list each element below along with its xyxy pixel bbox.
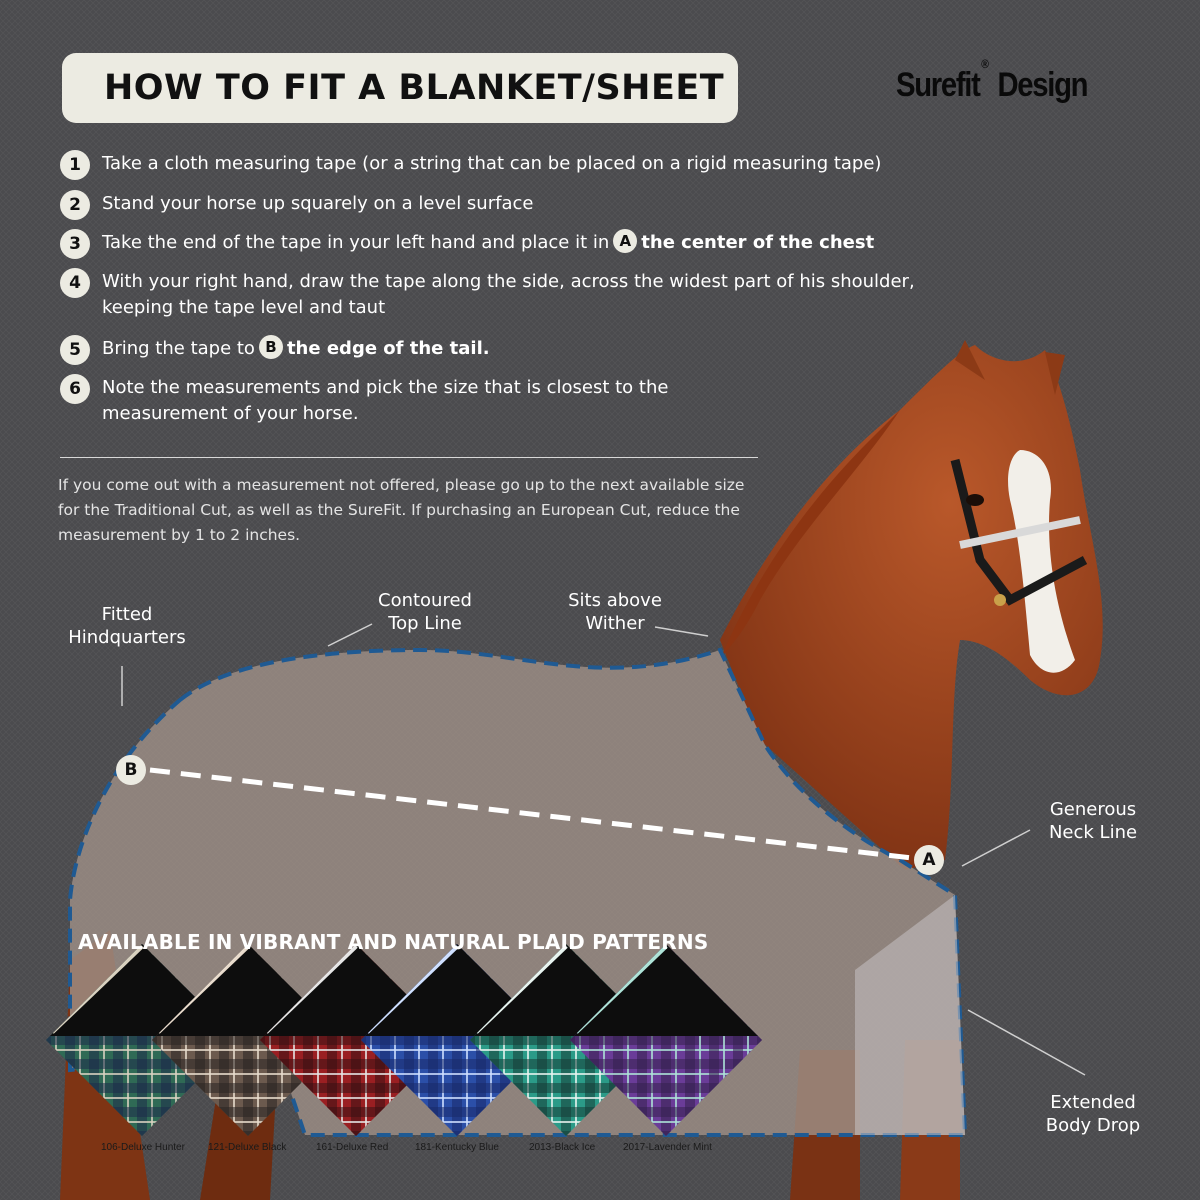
page-title: HOW TO FIT A BLANKET/SHEET xyxy=(104,68,725,108)
marker-b-inline: B xyxy=(259,335,283,359)
step-number: 1 xyxy=(60,150,90,180)
swatch-label: 2017-Lavender Mint xyxy=(623,1142,712,1153)
marker-a: A xyxy=(914,845,944,875)
step-text: With your right hand, draw the tape along the side, across the widest part of his shoulder, keeping the tape level and taut xyxy=(102,271,915,318)
divider xyxy=(60,457,758,458)
swatch-label: 2013-Black Ice xyxy=(529,1142,596,1153)
callout-neck: Generous Neck Line xyxy=(1048,799,1138,843)
step-text: Note the measurements and pick the size that is closest to the measurement of your horse. xyxy=(102,377,669,424)
callout-topline: Contoured Top Line xyxy=(378,590,472,634)
step-number: 2 xyxy=(60,190,90,220)
step-number: 3 xyxy=(60,229,90,259)
step-number: 6 xyxy=(60,374,90,404)
callout-drop: Extended Body Drop xyxy=(1045,1092,1141,1136)
step-number: 5 xyxy=(60,335,90,365)
callout-hindquarters: Fitted Hindquarters xyxy=(68,604,186,648)
step-text: Take a cloth measuring tape (or a string that can be placed on a rigid measuring tape) xyxy=(102,153,882,174)
step-text: Bring the tape to B the edge of the tail. xyxy=(102,336,490,362)
marker-a-inline: A xyxy=(613,229,637,253)
sizing-note: If you come out with a measurement not offered, please go up to the next available size for the Traditional Cut, as well as the SureFit. If purchasing an European Cut, reduce the measurement by 1 to 2 inches. xyxy=(58,476,745,544)
marker-b: B xyxy=(116,755,146,785)
step-text: Take the end of the tape in your left hand and place it in A the center of the chest xyxy=(102,230,874,256)
swatch-label: 161-Deluxe Red xyxy=(316,1142,389,1153)
plaid-heading: AVAILABLE IN VIBRANT AND NATURAL PLAID PATTERNS xyxy=(78,930,709,954)
swatch-label: 106-Deluxe Hunter xyxy=(101,1142,185,1153)
step-text: Stand your horse up squarely on a level surface xyxy=(102,193,534,214)
swatch-label: 121-Deluxe Black xyxy=(208,1142,287,1153)
step-number: 4 xyxy=(60,268,90,298)
callout-wither: Sits above Wither xyxy=(568,590,662,634)
brand-logo: Surefit® Design xyxy=(896,56,1088,104)
swatch-label: 181-Kentucky Blue xyxy=(415,1142,499,1153)
